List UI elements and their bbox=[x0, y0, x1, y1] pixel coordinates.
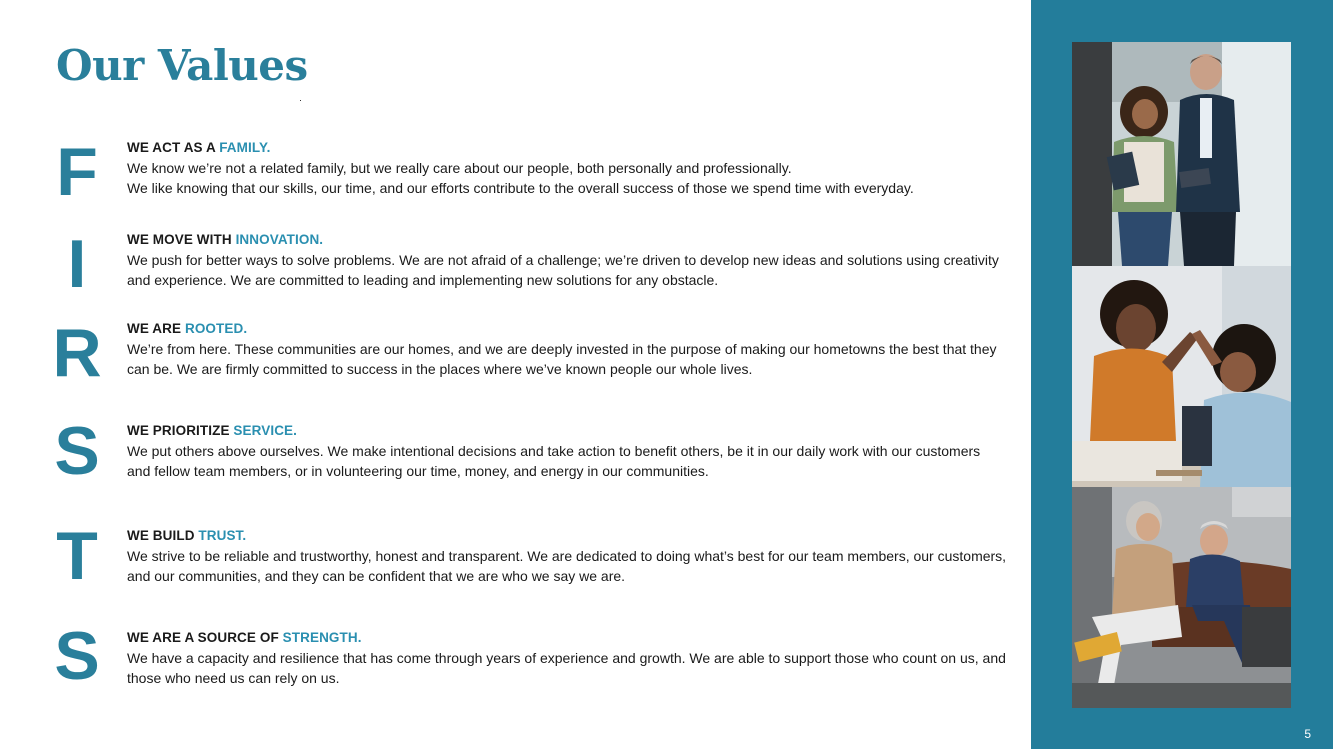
value-text bbox=[127, 421, 1007, 481]
value-heading: WE MOVE WITH INNOVATION. bbox=[127, 232, 324, 247]
photo-meeting bbox=[1072, 487, 1291, 708]
value-heading: WE ARE A SOURCE OF STRENGTH. bbox=[127, 630, 362, 645]
value-heading-accent: ROOTED. bbox=[184, 321, 248, 336]
value-body: We have a capacity and resilience that has come through years of experience and growth. We are able to support those who count on us, and those who need us can rely on us. bbox=[127, 650, 1006, 686]
value-text bbox=[127, 526, 1007, 586]
value-heading-accent: INNOVATION. bbox=[235, 232, 324, 247]
value-body: We put others above ourselves. We make intentional decisions and take action to benefit others, be it in our daily work with our customers and fellow team members, or in volunteering our time, money, and energy in our communities. bbox=[127, 443, 981, 479]
value-text bbox=[127, 138, 1007, 198]
value-heading: WE BUILD TRUST. bbox=[127, 528, 247, 543]
value-heading-accent: TRUST. bbox=[198, 528, 247, 543]
value-heading: WE ACT AS A FAMILY. bbox=[127, 140, 271, 155]
value-heading: WE PRIORITIZE SERVICE. bbox=[127, 423, 297, 438]
photo-colleagues-image bbox=[1072, 42, 1291, 266]
value-text bbox=[127, 230, 1007, 290]
acrostic-letter: F bbox=[56, 134, 98, 210]
page-number: 5 bbox=[1304, 727, 1311, 741]
value-heading-accent: FAMILY. bbox=[219, 140, 271, 155]
value-body: We push for better ways to solve problems. We are not afraid of a challenge; we’re driven to develop new ideas and solutions using creativity and experience. We are committed to leading and implementing new solutions for any obstacle. bbox=[127, 252, 999, 288]
acrostic-letter: I bbox=[67, 226, 87, 302]
value-text bbox=[127, 319, 1007, 379]
value-heading: WE ARE ROOTED. bbox=[127, 321, 248, 336]
photo-meeting-image bbox=[1072, 487, 1291, 708]
value-body: We’re from here. These communities are our homes, and we are deeply invested in the purpose of making our hometowns the best that they can be. We are firmly committed to success in the places where we’ve known people our whole lives. bbox=[127, 341, 997, 377]
value-text bbox=[127, 628, 1007, 688]
photo-colleagues bbox=[1072, 42, 1291, 266]
acrostic-letter: S bbox=[54, 618, 100, 694]
divider-dot bbox=[300, 100, 301, 101]
page-title: Our Values bbox=[56, 41, 308, 90]
value-heading-accent: SERVICE. bbox=[233, 423, 297, 438]
photo-high-five bbox=[1072, 266, 1291, 487]
sidebar-panel bbox=[1031, 0, 1333, 749]
acrostic-letter: R bbox=[52, 315, 102, 391]
acrostic-letter: S bbox=[54, 413, 100, 489]
acrostic-letter: T bbox=[56, 518, 98, 594]
photo-high-five-image bbox=[1072, 266, 1291, 487]
value-body: We know we’re not a related family, but we really care about our people, both personally and professionally. bbox=[127, 160, 792, 176]
value-body: We like knowing that our skills, our time, and our efforts contribute to the overall success of those we spend time with everyday. bbox=[127, 180, 914, 196]
value-heading-accent: STRENGTH. bbox=[282, 630, 362, 645]
value-body: We strive to be reliable and trustworthy, honest and transparent. We are dedicated to doing what’s best for our team members, our customers, and our communities, and they can be confident that we are who we say we are. bbox=[127, 548, 1007, 584]
